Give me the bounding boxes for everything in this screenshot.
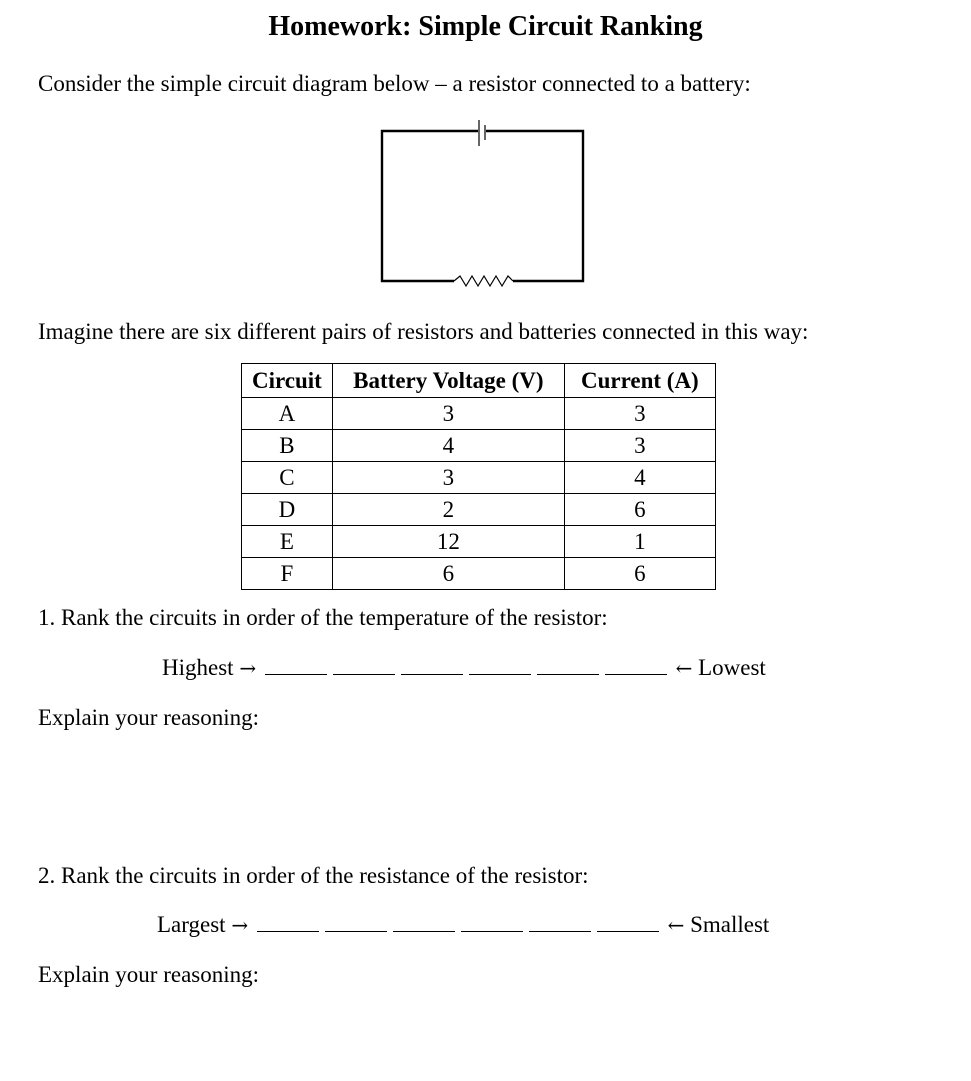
q1-ranking-line	[162, 654, 766, 682]
resistor-symbol	[454, 276, 513, 286]
cell-voltage: 3	[332, 398, 564, 430]
right-arrow-icon: →	[239, 656, 257, 680]
table-row	[242, 526, 716, 558]
cell-circuit: D	[242, 494, 333, 526]
cell-current: 3	[564, 398, 715, 430]
q1-rank-blank-2[interactable]	[333, 656, 395, 675]
right-arrow-icon: →	[231, 913, 249, 937]
cell-current: 4	[564, 462, 715, 494]
table-row	[242, 430, 716, 462]
cell-circuit: E	[242, 526, 333, 558]
q2-rank-blank-1[interactable]	[257, 913, 319, 932]
q1-prompt: 1. Rank the circuits in order of the temperature of the resistor:	[38, 605, 608, 630]
q1-explain-label: Explain your reasoning:	[38, 705, 260, 730]
cell-circuit: F	[242, 558, 333, 590]
q2-ranking-line	[157, 911, 769, 939]
q1-rank-blank-5[interactable]	[537, 656, 599, 675]
header-circuit: Circuit	[242, 364, 333, 398]
header-current: Current (A)	[564, 364, 715, 398]
circuit-table-container	[241, 363, 716, 590]
header-voltage: Battery Voltage (V)	[332, 364, 564, 398]
q1-left-label: Highest	[162, 655, 234, 680]
q2-rank-blank-3[interactable]	[393, 913, 455, 932]
cell-current: 6	[564, 558, 715, 590]
table-row	[242, 462, 716, 494]
table-row	[242, 398, 716, 430]
cell-circuit: B	[242, 430, 333, 462]
cell-circuit: A	[242, 398, 333, 430]
left-arrow-icon: ←	[675, 656, 693, 680]
q2-explain-label: Explain your reasoning:	[38, 962, 260, 987]
cell-voltage: 12	[332, 526, 564, 558]
q2-left-label: Largest	[157, 912, 226, 937]
q2-prompt: 2. Rank the circuits in order of the resistance of the resistor:	[38, 863, 589, 888]
q1-rank-blank-6[interactable]	[605, 656, 667, 675]
wire-right	[486, 131, 583, 281]
cell-current: 3	[564, 430, 715, 462]
q1-rank-blank-3[interactable]	[401, 656, 463, 675]
page-title: Homework: Simple Circuit Ranking	[268, 11, 703, 42]
left-arrow-icon: ←	[667, 913, 685, 937]
q1-right-label: Lowest	[698, 655, 766, 680]
q1-rank-blank-4[interactable]	[469, 656, 531, 675]
q2-rank-blank-6[interactable]	[597, 913, 659, 932]
wire-left	[382, 131, 478, 281]
cell-voltage: 4	[332, 430, 564, 462]
battery-symbol	[479, 120, 485, 146]
q2-rank-blank-2[interactable]	[325, 913, 387, 932]
q2-rank-blank-4[interactable]	[461, 913, 523, 932]
cell-voltage: 6	[332, 558, 564, 590]
intro-text: Consider the simple circuit diagram below – a resistor connected to a battery:	[38, 71, 751, 96]
q2-rank-blank-5[interactable]	[529, 913, 591, 932]
table-header-row	[242, 364, 716, 398]
q1-rank-blank-1[interactable]	[265, 656, 327, 675]
cell-current: 1	[564, 526, 715, 558]
cell-circuit: C	[242, 462, 333, 494]
table-row	[242, 494, 716, 526]
cell-voltage: 2	[332, 494, 564, 526]
cell-current: 6	[564, 494, 715, 526]
cell-voltage: 3	[332, 462, 564, 494]
circuit-table	[241, 363, 716, 590]
circuit-diagram	[378, 118, 588, 288]
imagine-text: Imagine there are six different pairs of resistors and batteries connected in this way:	[38, 319, 809, 344]
table-row	[242, 558, 716, 590]
q2-right-label: Smallest	[690, 912, 770, 937]
